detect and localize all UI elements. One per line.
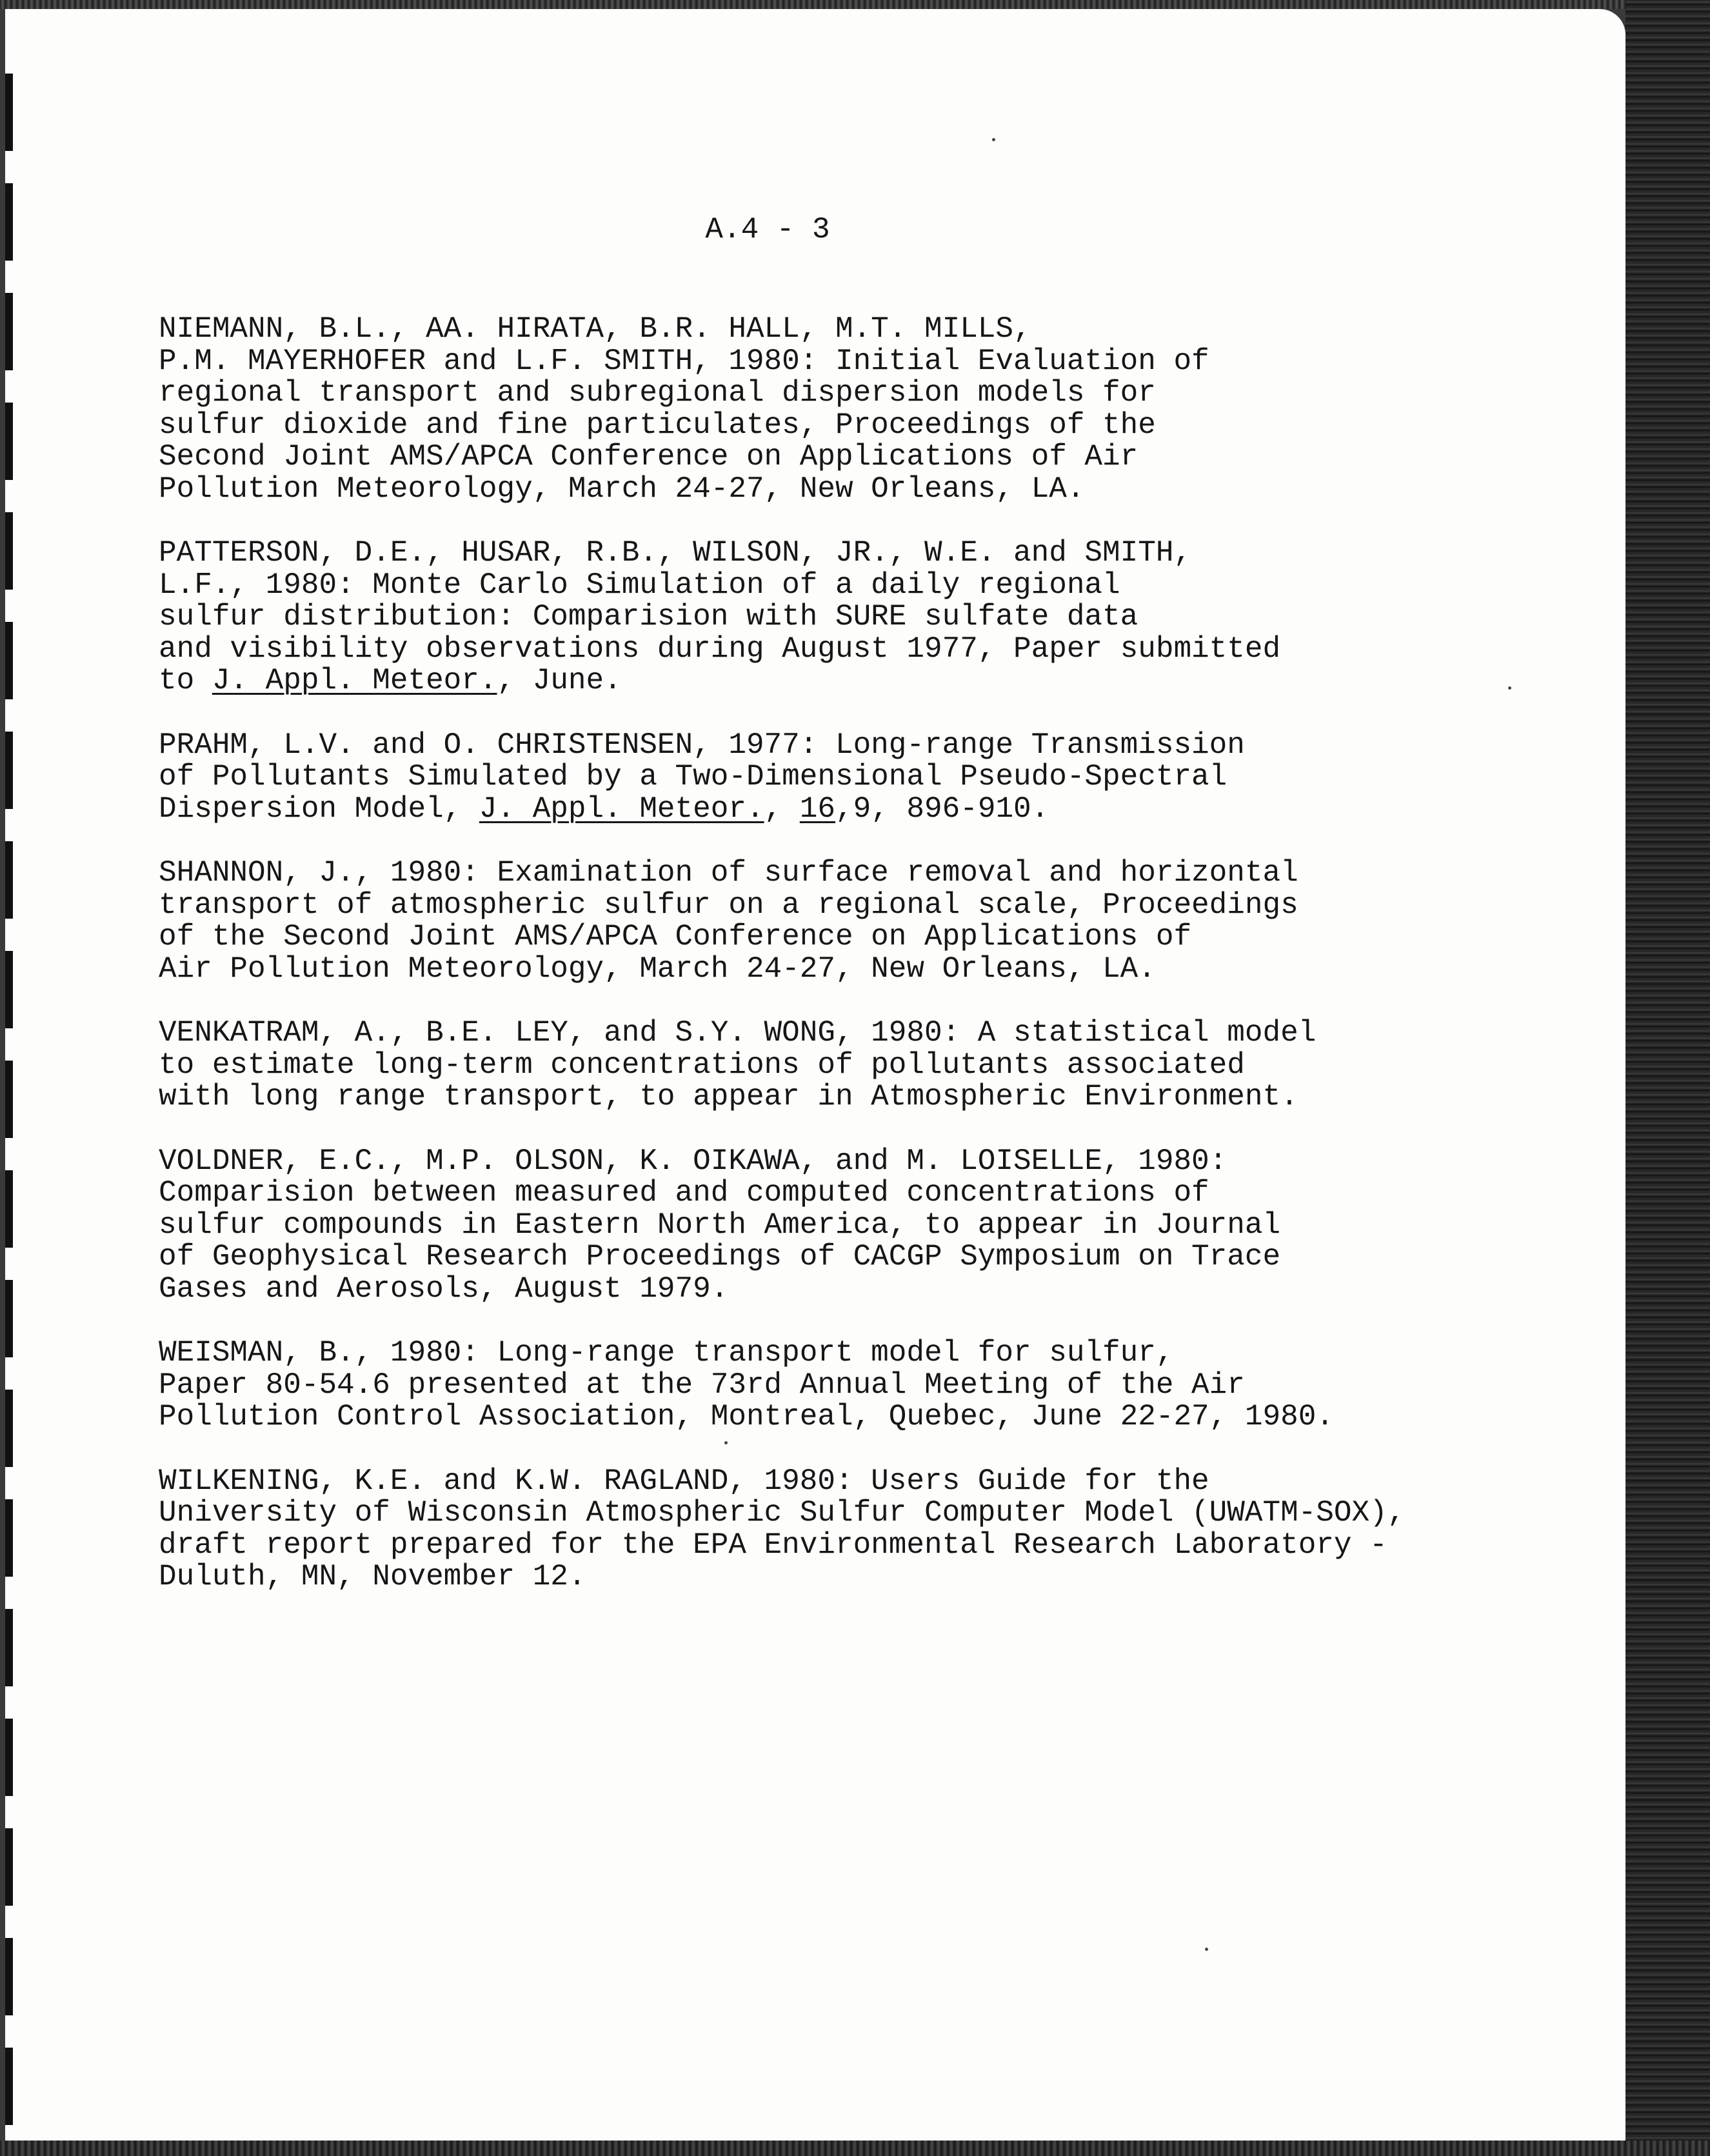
reference-line: SHANNON, J., 1980: Examination of surface removal and horizontal [159, 856, 1298, 890]
reference-line: Pollution Control Association, Montreal, Quebec, June 22-27, 1980. [159, 1400, 1334, 1433]
reference-entry [159, 314, 1610, 505]
reference-line: sulfur distribution: Comparision with SURE sulfate data [159, 600, 1138, 634]
scan-speck [1205, 1948, 1208, 1951]
reference-line: sulfur compounds in Eastern North America, to appear in Journal [159, 1208, 1281, 1242]
binder-hole [5, 841, 13, 919]
reference-line: with long range transport, to appear in Atmospheric Environment. [159, 1080, 1298, 1113]
reference-entry [159, 1017, 1610, 1113]
reference-line: Gases and Aerosols, August 1979. [159, 1272, 729, 1306]
scan-bottom-edge [0, 2141, 1710, 2156]
reference-line: L.F., 1980: Monte Carlo Simulation of a daily regional [159, 568, 1120, 602]
reference-line: NIEMANN, B.L., AA. HIRATA, B.R. HALL, M.T. MILLS, [159, 312, 1031, 346]
binder-hole [5, 732, 13, 809]
binder-hole [5, 1170, 13, 1248]
binder-hole [5, 1280, 13, 1357]
binder-hole [5, 183, 13, 261]
binder-hole [5, 1609, 13, 1686]
reference-entry [159, 1146, 1610, 1306]
reference-line: WEISMAN, B., 1980: Long-range transport model for sulfur, [159, 1336, 1174, 1370]
binder-hole [5, 622, 13, 699]
reference-line: P.M. MAYERHOFER and L.F. SMITH, 1980: Initial Evaluation of [159, 344, 1209, 378]
reference-entry [159, 1337, 1610, 1433]
reference-entry [159, 730, 1610, 826]
reference-line: of Pollutants Simulated by a Two-Dimensional Pseudo-Spectral [159, 760, 1228, 794]
binder-hole [5, 2048, 13, 2125]
reference-line: sulfur dioxide and fine particulates, Proceedings of the [159, 408, 1156, 442]
reference-entry [159, 1466, 1610, 1593]
reference-line: PRAHM, L.V. and O. CHRISTENSEN, 1977: Long-range Transmission [159, 728, 1245, 762]
scan-top-edge [0, 0, 1710, 9]
reference-line: WILKENING, K.E. and K.W. RAGLAND, 1980: Users Guide for the [159, 1464, 1209, 1498]
reference-text: ,9, 896-910. [835, 792, 1049, 826]
reference-entry [159, 857, 1610, 985]
reference-line: PATTERSON, D.E., HUSAR, R.B., WILSON, JR., W.E. and SMITH, [159, 536, 1192, 570]
reference-line [159, 665, 1610, 697]
binder-hole [5, 512, 13, 590]
binder-hole [5, 74, 13, 151]
reference-line: regional transport and subregional dispersion models for [159, 376, 1156, 410]
reference-line [159, 794, 1610, 826]
reference-line: to estimate long-term concentrations of pollutants associated [159, 1048, 1245, 1082]
reference-line: University of Wisconsin Atmospheric Sulfur Computer Model (UWATM-SOX), [159, 1496, 1406, 1530]
reference-line: Paper 80-54.6 presented at the 73rd Annual Meeting of the Air [159, 1368, 1245, 1402]
reference-line: VOLDNER, E.C., M.P. OLSON, K. OIKAWA, and M. LOISELLE, 1980: [159, 1144, 1228, 1178]
reference-text: , [764, 792, 800, 826]
reference-line: of Geophysical Research Proceedings of CACGP Symposium on Trace [159, 1240, 1281, 1273]
reference-text: Dispersion Model, [159, 792, 479, 826]
reference-entry [159, 537, 1610, 697]
binder-hole [5, 1719, 13, 1796]
reference-line: draft report prepared for the EPA Environmental Research Laboratory - [159, 1528, 1387, 1562]
reference-line: transport of atmospheric sulfur on a regional scale, Proceedings [159, 888, 1298, 922]
reference-line: of the Second Joint AMS/APCA Conference on Applications of [159, 920, 1192, 953]
binder-hole [5, 1938, 13, 2015]
binder-hole [5, 1499, 13, 1577]
reference-line: Comparision between measured and computed concentrations of [159, 1176, 1209, 1210]
reference-list [159, 314, 1610, 1626]
reference-line: and visibility observations during August 1977, Paper submitted [159, 632, 1281, 666]
binder-hole [5, 403, 13, 480]
scan-right-edge [1625, 0, 1710, 2156]
binder-hole [5, 1828, 13, 1906]
page-number: A.4 - 3 [705, 213, 830, 246]
reference-line: VENKATRAM, A., B.E. LEY, and S.Y. WONG, 1980: A statistical model [159, 1016, 1317, 1050]
binder-holes [5, 9, 18, 2141]
journal-name: J. Appl. Meteor. [212, 664, 497, 697]
binder-hole [5, 293, 13, 370]
reference-line: Air Pollution Meteorology, March 24-27, New Orleans, LA. [159, 952, 1156, 986]
binder-hole [5, 951, 13, 1028]
reference-text: to [159, 664, 212, 697]
journal-name: J. Appl. Meteor. [479, 792, 764, 826]
scan-speck [992, 138, 995, 141]
binder-hole [5, 1061, 13, 1138]
reference-line: Duluth, MN, November 12. [159, 1560, 586, 1593]
reference-line: Pollution Meteorology, March 24-27, New Orleans, LA. [159, 472, 1085, 506]
reference-text: , June. [497, 664, 622, 697]
binder-hole [5, 1390, 13, 1467]
reference-line: Second Joint AMS/APCA Conference on Applications of Air [159, 440, 1138, 474]
journal-volume: 16 [799, 792, 835, 826]
